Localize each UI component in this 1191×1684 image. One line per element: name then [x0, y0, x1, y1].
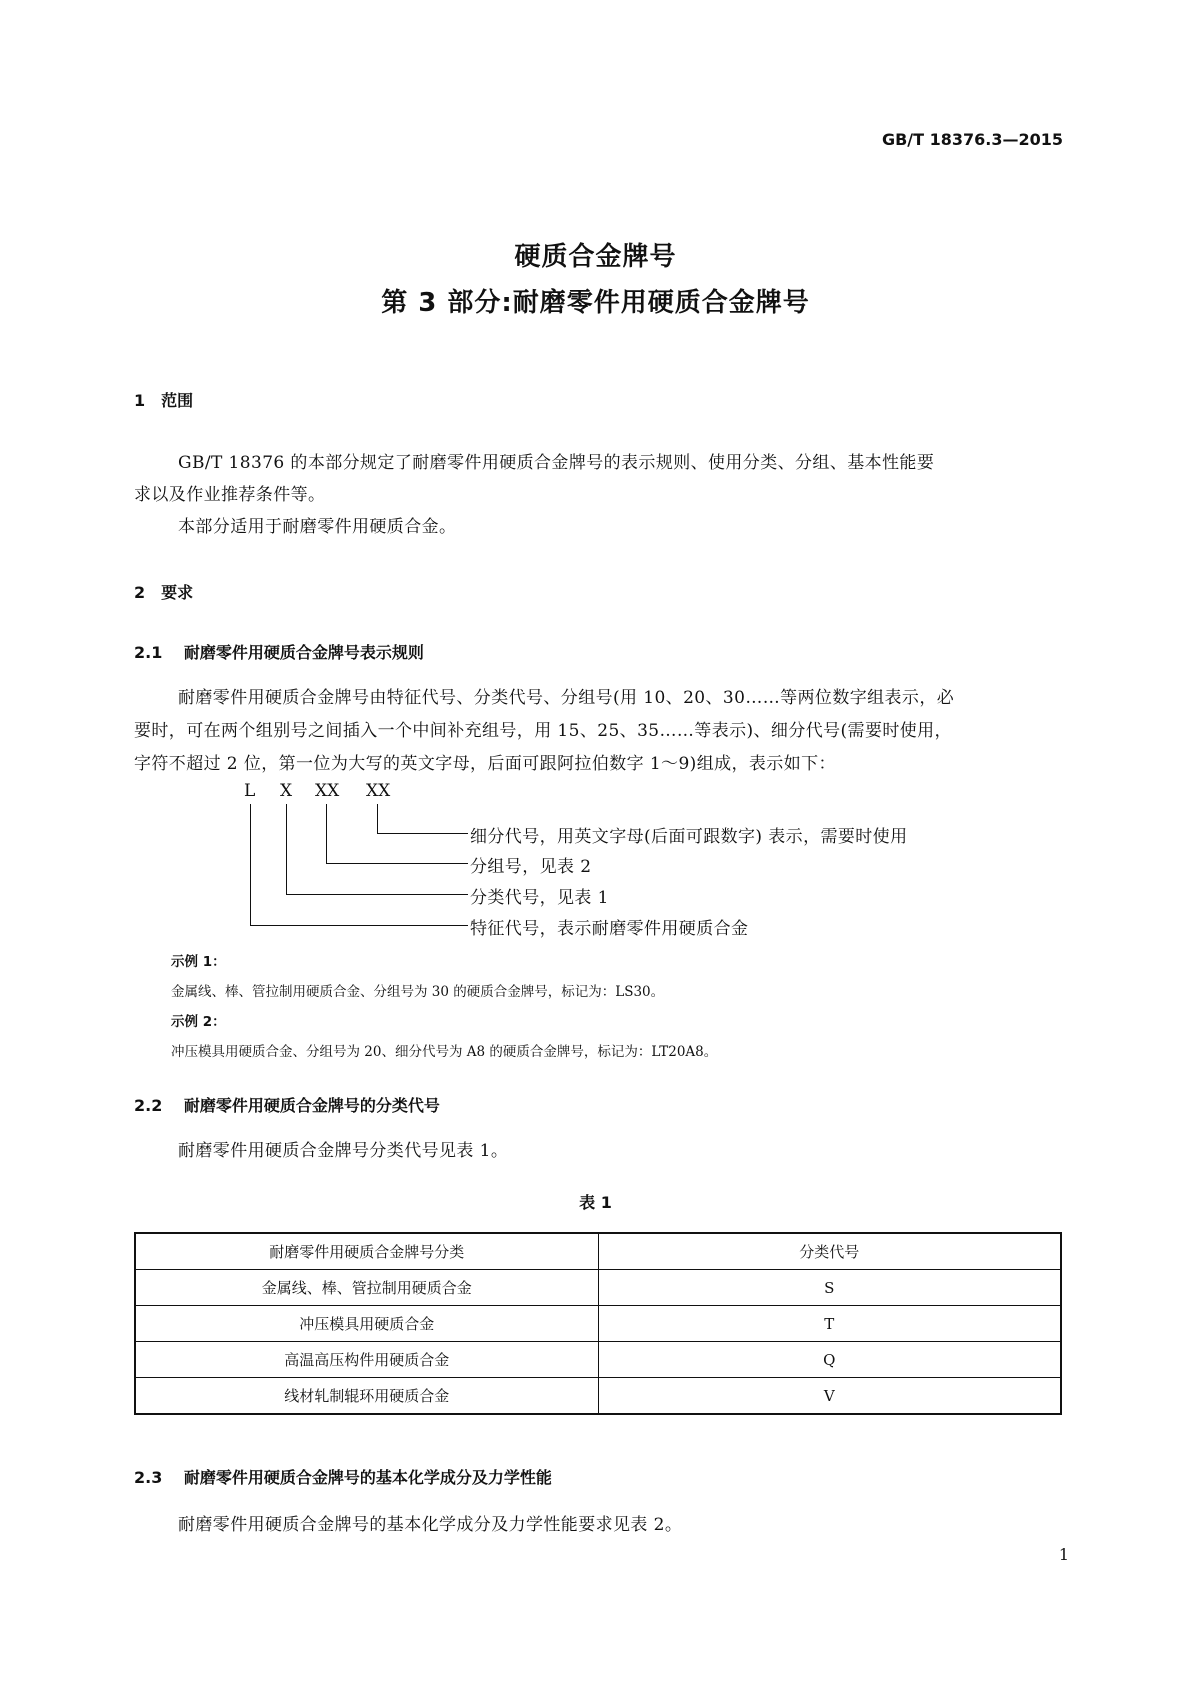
connector-subdivision-horizontal: [377, 833, 468, 834]
table-header-row: [135, 1233, 1061, 1270]
connector-subdivision-vertical: [377, 804, 378, 833]
standard-number: GB/T 18376.3—2015: [881, 130, 1063, 149]
section-2-1-heading: 2.1 耐磨零件用硬质合金牌号表示规则: [134, 643, 424, 662]
connector-x-vertical: [286, 804, 287, 894]
label-classification-code: 分类代号，见表 1: [470, 888, 609, 908]
section-1-para1-line2: 求以及作业推荐条件等。: [134, 485, 326, 505]
table-header-cell: 耐磨零件用硬质合金牌号分类: [135, 1233, 598, 1270]
page-number: 1: [1058, 1545, 1069, 1564]
connector-x-horizontal: [286, 894, 468, 895]
connector-l-horizontal: [250, 925, 468, 926]
table-cell-category: 冲压模具用硬质合金: [135, 1306, 598, 1342]
label-subdivision-code: 细分代号，用英文字母(后面可跟数字) 表示，需要时使用: [470, 827, 908, 847]
section-2-3-para: 耐磨零件用硬质合金牌号的基本化学成分及力学性能要求见表 2。: [178, 1515, 683, 1535]
section-1-para1-line1: GB/T 18376 的本部分规定了耐磨零件用硬质合金牌号的表示规则、使用分类、分组、基本性能要: [178, 453, 935, 473]
section-1-para2: 本部分适用于耐磨零件用硬质合金。: [178, 517, 457, 537]
example-1-text: 金属线、棒、管拉制用硬质合金、分组号为 30 的硬质合金牌号，标记为：LS30。: [171, 984, 665, 1000]
section-2-1-line3: 字符不超过 2 位，第一位为大写的英文字母，后面可跟阿拉伯数字 1～9)组成，表示如下：: [134, 754, 836, 774]
label-group-number: 分组号，见表 2: [470, 857, 592, 877]
table-cell-code: S: [598, 1270, 1061, 1306]
table-row: [135, 1342, 1061, 1378]
section-2-2-para: 耐磨零件用硬质合金牌号分类代号见表 1。: [178, 1141, 509, 1161]
example-1-title: 示例 1：: [171, 954, 226, 970]
table-cell-code: V: [598, 1378, 1061, 1415]
table-1-caption: 表 1: [579, 1193, 612, 1212]
section-2-3-heading: 2.3 耐磨零件用硬质合金牌号的基本化学成分及力学性能: [134, 1468, 552, 1487]
classification-table: [134, 1232, 1062, 1415]
table-row: [135, 1378, 1061, 1415]
code-letter-x: X: [280, 781, 293, 801]
connector-group-horizontal: [326, 863, 468, 864]
table-header-cell: 分类代号: [598, 1233, 1061, 1270]
code-letter-l: L: [244, 781, 256, 801]
table-cell-category: 金属线、棒、管拉制用硬质合金: [135, 1270, 598, 1306]
document-title-line1: 硬质合金牌号: [514, 242, 677, 272]
label-feature-code: 特征代号，表示耐磨零件用硬质合金: [470, 919, 749, 939]
code-subdivision-xx: XX: [366, 781, 391, 801]
section-2-1-line1: 耐磨零件用硬质合金牌号由特征代号、分类代号、分组号(用 10、20、30……等两位数字组表示，必: [178, 688, 955, 708]
connector-l-vertical: [250, 804, 251, 925]
code-group-xx: XX: [315, 781, 340, 801]
table-row: [135, 1270, 1061, 1306]
table-cell-code: Q: [598, 1342, 1061, 1378]
example-2-text: 冲压模具用硬质合金、分组号为 20、细分代号为 A8 的硬质合金牌号，标记为：LT20A8。: [171, 1044, 718, 1060]
section-2-heading: 2 要求: [134, 583, 194, 602]
document-title-line2: 第 3 部分:耐磨零件用硬质合金牌号: [381, 288, 810, 318]
section-2-1-line2: 要时，可在两个组别号之间插入一个中间补充组号，用 15、25、35……等表示)、细分代号(需要时使用，: [134, 721, 952, 741]
section-2-2-heading: 2.2 耐磨零件用硬质合金牌号的分类代号: [134, 1096, 440, 1115]
section-1-heading: 1 范围: [134, 391, 194, 410]
table-row: [135, 1306, 1061, 1342]
table-cell-category: 线材轧制辊环用硬质合金: [135, 1378, 598, 1415]
table-cell-code: T: [598, 1306, 1061, 1342]
table-cell-category: 高温高压构件用硬质合金: [135, 1342, 598, 1378]
example-2-title: 示例 2：: [171, 1014, 226, 1030]
connector-group-vertical: [326, 804, 327, 863]
